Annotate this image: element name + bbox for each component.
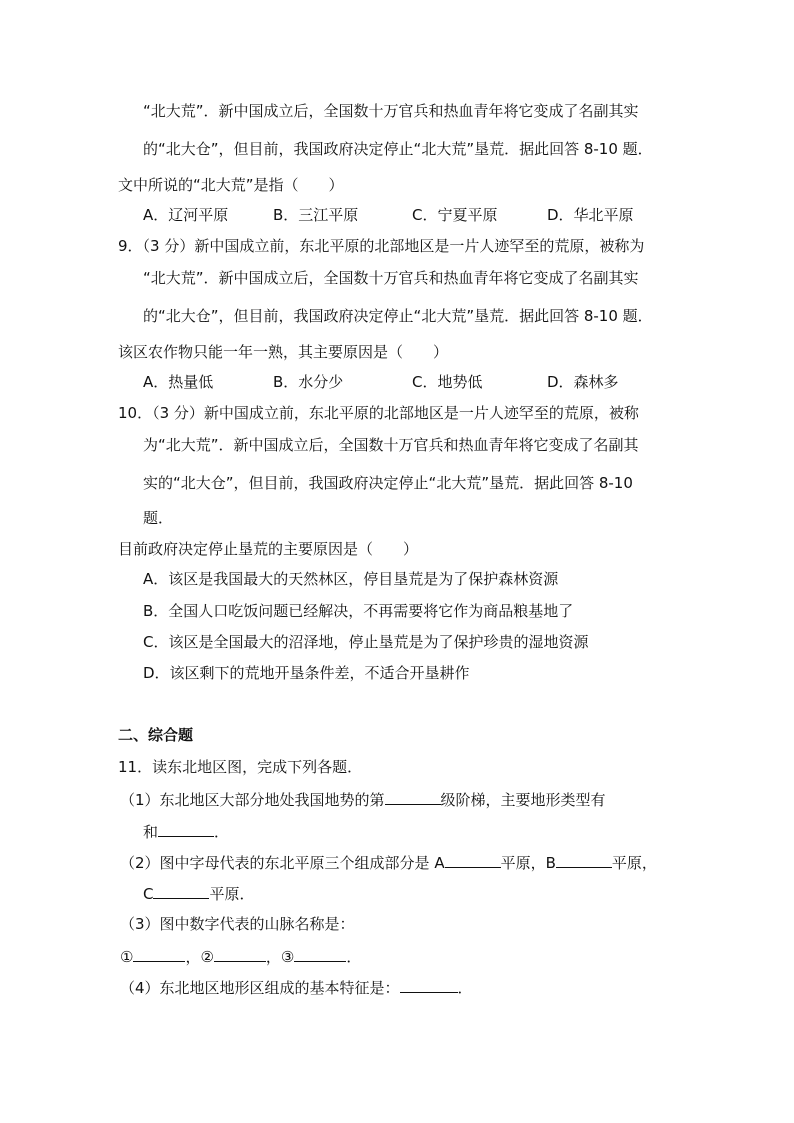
q11-part-1-text-c: 和 (143, 823, 159, 841)
q11-part-2-text-d: C (143, 885, 154, 903)
q8-stem-line-1: “北大荒”．新中国成立后，全国数十万官兵和热血青年将它变成了名副其实 (143, 102, 639, 120)
q9-option-c: C．地势低 (412, 373, 483, 391)
q8-question: 文中所说的“北大荒”是指（ ） (118, 176, 344, 194)
answer-blank[interactable] (556, 851, 612, 868)
q9-stem-line-1: 9．（3 分）新中国成立前，东北平原的北部地区是一片人迹罕至的荒原，被称为 (118, 237, 645, 255)
q10-option-d: D．该区剩下的荒地开垦条件差，不适合开垦耕作 (143, 664, 470, 682)
q10-stem-line-1: 10．（3 分）新中国成立前，东北平原的北部地区是一片人迹罕至的荒原，被称 (118, 404, 639, 422)
answer-blank[interactable] (214, 945, 266, 962)
q9-option-b: B．水分少 (273, 373, 344, 391)
q11-stem: 11．读东北地区图，完成下列各题． (118, 758, 363, 776)
q11-part-2-text-e: 平原． (209, 885, 255, 903)
q11-part-2-line-2 (143, 882, 255, 904)
answer-blank[interactable] (133, 945, 185, 962)
q11-part-1-text-d: ． (214, 823, 230, 841)
q11-part-3: （3）图中数字代表的山脉名称是： (120, 915, 355, 933)
q11-part-1-line-2 (143, 820, 229, 842)
q11-part-1-text-b: 级阶梯，主要地形类型有 (440, 791, 606, 809)
q11-part-4-text: （4）东北地区地形区组成的基本特征是： (120, 979, 400, 997)
q10-stem-line-2: 为“北大荒”．新中国成立后，全国数十万官兵和热血青年将它变成了名副其 (143, 436, 639, 454)
q10-question: 目前政府决定停止垦荒的主要原因是（ ） (118, 540, 419, 558)
q11-part-4-end: ． (457, 979, 473, 997)
q11-part-3-answers (120, 945, 361, 967)
q9-stem-line-3: 的“北大仓”，但目前，我国政府决定停止“北大荒”垦荒．据此回答 8-10 题． (143, 307, 653, 325)
q10-option-b: B．全国人口吃饭问题已经解决，不再需要将它作为商品粮基地了 (143, 602, 574, 620)
q11-part-4 (120, 976, 473, 998)
q8-stem-line-2: 的“北大仓”，但目前，我国政府决定停止“北大荒”垦荒．据此回答 8-10 题． (143, 140, 653, 158)
q11-part-2-line-1 (120, 851, 657, 873)
answer-blank[interactable] (400, 976, 458, 993)
q11-part-2-text-b: 平原，B (500, 854, 556, 872)
section-heading: 二、综合题 (118, 726, 194, 744)
q11-part-2-text-a: （2）图中字母代表的东北平原三个组成部分是 A (120, 854, 445, 872)
q11-part-2-text-c: 平原， (611, 854, 657, 872)
q8-option-a: A．辽河平原 (143, 206, 229, 224)
mountain-marker-3: ，③ (265, 948, 295, 966)
q9-stem-line-2: “北大荒”．新中国成立后，全国数十万官兵和热血青年将它变成了名副其实 (143, 269, 639, 287)
answer-blank[interactable] (385, 788, 441, 805)
q11-part-1-line-1 (120, 788, 606, 810)
q11-part-1-text-a: （1）东北地区大部分地处我国地势的第 (120, 791, 385, 809)
mountain-marker-2: ，② (185, 948, 214, 966)
answer-blank[interactable] (445, 851, 501, 868)
answer-blank[interactable] (158, 820, 214, 837)
q10-option-c: C．该区是全国最大的沼泽地，停止垦荒是为了保护珍贵的湿地资源 (143, 633, 589, 651)
q10-stem-line-3: 实的“北大仓”，但目前，我国政府决定停止“北大荒”垦荒．据此回答 8-10 (143, 474, 633, 492)
q9-option-a: A．热量低 (143, 373, 214, 391)
answer-blank[interactable] (153, 882, 209, 899)
q11-part-3-end: ． (346, 948, 362, 966)
q8-option-c: C．宁夏平原 (412, 206, 498, 224)
q8-option-d: D．华北平原 (547, 206, 634, 224)
q9-option-d: D．森林多 (547, 373, 619, 391)
q10-stem-line-4: 题． (143, 509, 174, 527)
q10-option-a: A．该区是我国最大的天然林区，停目垦荒是为了保护森林资源 (143, 570, 559, 588)
q9-question: 该区农作物只能一年一熟，其主要原因是（ ） (118, 343, 449, 361)
answer-blank[interactable] (294, 945, 346, 962)
mountain-marker-1: ① (120, 948, 134, 966)
q8-option-b: B．三江平原 (273, 206, 359, 224)
